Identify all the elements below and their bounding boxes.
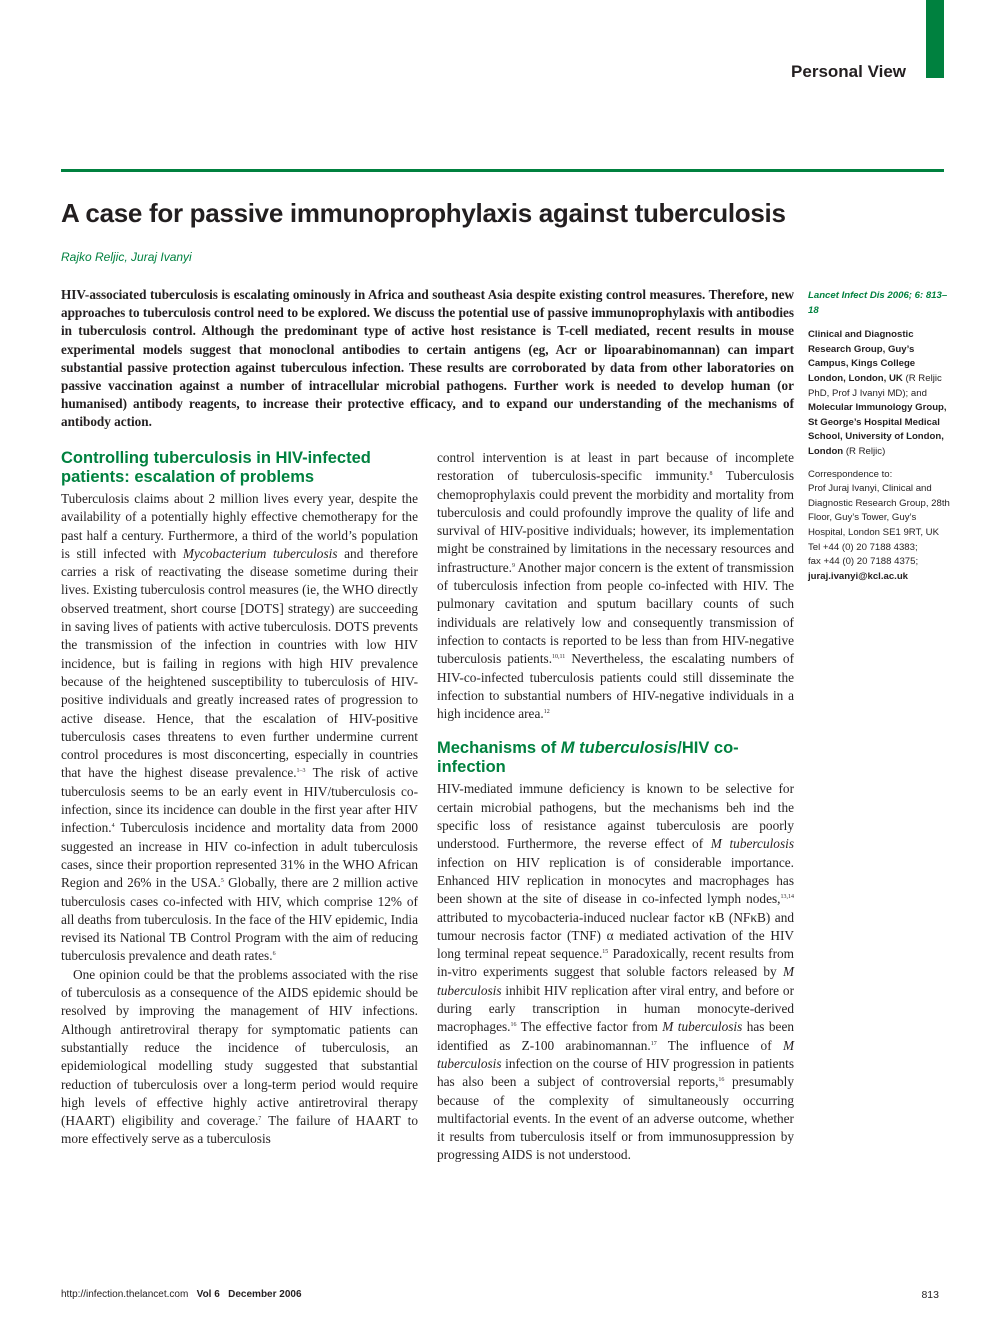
correspondence-label: Correspondence to: xyxy=(808,468,893,480)
body-paragraph: control intervention is at least in part because of incomplete restoration of tuberculosis-specific immunity.$^8$ Tuberculosis chemoprophylaxis could prevent the morbidity and mortality from tuberculosis and could profoundly improve the quality of life and survival of HIV-positive individuals; however, its implementation might be constrained by limitations in the necessary resources and infrastructure.$^9$ Another major concern is the extent of transmission of tuberculosis infection from people co-infected with HIV. The pulmonary cavitation and sputum bacillary counts of such individuals are relatively low and consequently transmission of infection to contacts is reported to be less than from HIV-negative tuberculosis patients.$^{10,11}$ Nevertheless, the escalating numbers of HIV-co-infected tuberculosis patients could still disseminate the infection to substantial numbers of HIV-negative individuals in a high incidence area.$^{12}$ xyxy=(437,450,794,722)
title-rule xyxy=(61,169,944,172)
author-affiliations: Clinical and Diagnostic Research Group, Guy’s Campus, Kings College London, London, UK (R Reljic PhD, Prof J Ivanyi MD); and Molecular Immunology Group, St George’s Hospital Medical School, University of London, London (R Reljic) xyxy=(808,329,947,457)
footer-date: December 2006 xyxy=(228,1289,302,1300)
article-sidebar xyxy=(808,289,953,584)
body-column-left xyxy=(61,449,418,1149)
journal-citation: Lancet Infect Dis 2006; 6: 813–18 xyxy=(808,290,948,316)
correspondence-email[interactable]: juraj.ivanyi@kcl.ac.uk xyxy=(808,570,909,582)
citation-ref[interactable]: 5 xyxy=(220,878,224,885)
correspondence-tel: Tel +44 (0) 20 7188 4383; xyxy=(808,541,918,553)
journal-url[interactable]: http://infection.thelancet.com xyxy=(61,1289,189,1300)
correspondence-block xyxy=(808,468,953,585)
section-label: Personal View xyxy=(791,62,906,81)
page-footer xyxy=(61,1289,302,1300)
article-title: A case for passive immunoprophylaxis against tuberculosis xyxy=(61,198,786,228)
body-paragraph: One opinion could be that the problems associated with the rise of tuberculosis as a consequence of the AIDS epidemic should be resolved by improving the management of HIV infections. Although antiretroviral therapy for symptomatic patients can substantially reduce the incidence of tuberculosis, an epidemiological modelling study suggested that substantial reduction of tuberculosis over a long-term period would require high levels of effective highly active antiretroviral therapy (HAART) eligibility and coverage.$^7$ The failure of HAART to more effectively serve as a tuberculosis xyxy=(61,966,418,1147)
correspondence-fax: fax +44 (0) 20 7188 4375; xyxy=(808,556,919,568)
citation-ref[interactable]: 8 xyxy=(709,471,713,478)
citation-ref[interactable]: 12 xyxy=(543,709,550,716)
citation-ref[interactable]: 1–3 xyxy=(296,768,306,775)
citation-ref[interactable]: 7 xyxy=(258,1116,262,1123)
citation-ref[interactable]: 6 xyxy=(272,951,276,958)
section-heading: Controlling tuberculosis in HIV-infected patients: escalation of problems xyxy=(61,449,371,486)
citation-ref[interactable]: 10,11 xyxy=(552,654,566,661)
section-heading: Mechanisms of M tuberculosis/HIV co-infection xyxy=(437,739,739,777)
section-color-tab xyxy=(926,0,944,78)
citation-ref[interactable]: 16 xyxy=(510,1022,517,1029)
citation-ref[interactable]: 16 xyxy=(718,1077,725,1084)
author-list: Rajko Reljic, Juraj Ivanyi xyxy=(61,250,192,264)
body-column-right xyxy=(437,449,794,1165)
footer-volume: Vol 6 xyxy=(196,1289,220,1300)
body-paragraph: HIV-mediated immune deficiency is known to be selective for certain microbial pathogens, but the mechanisms beh ind the specific loss of resistance against tuberculosis are poorly understood. Furthermore, the reverse effect of M tuberculosis infection on HIV replication is of considerable importance. Enhanced HIV replication in monocytes and macrophages has been shown at the site of disease in co-infected lymph nodes,$^{13,14}$ attributed to mycobacteria-induced nuclear factor κB (NFκB) and tumour necrosis factor (TNF) α mediated activation of the HIV long terminal repeat sequence.$^{15}$ Paradoxically, recent results from in-vitro experiments suggest that soluble factors released by M tuberculosis inhibit HIV replication after viral entry, and before or during early transcription in human monocyte-derived macrophages.$^{16}$ The effective factor from M tuberculosis has been identified as Z-100 arabinomannan.$^{17}$ The influence of M tuberculosis infection on the course of HIV progression in patients has also been a subject of controversial reports,$^{16}$ presumably because of the complexity of simultaneously occurring multifactorial events. In the event of an adverse outcome, whether it results from tuberculosis itself or from immunosuppression by progressing AIDS is not understood. xyxy=(437,781,795,1163)
citation-ref[interactable]: 15 xyxy=(602,949,609,956)
citation-ref[interactable]: 17 xyxy=(650,1040,657,1047)
citation-ref[interactable]: 13,14 xyxy=(780,894,794,901)
citation-ref[interactable]: 9 xyxy=(511,562,515,569)
abstract: HIV-associated tuberculosis is escalating ominously in Africa and southeast Asia despite existing control measures. Therefore, new approaches to tuberculosis control need to be explored. We discuss the potential use of passive immunoprophylaxis with antibodies in tuberculosis control. Although the predominant type of active host resistance is T-cell mediated, recent results in mouse experimental models suggest that monoclonal antibodies to certain antigens (eg, Acr or lipoarabinomannan) can impart substantial passive protection against tuberculous infection. These results are corroborated by data from other laboratories on passive vaccination against a number of intracellular microbial pathogens. Further work is needed to develop human (or humanised) antibody reagents, to increase their protective efficacy, and to expand our understanding of the mechanisms of antibody action. xyxy=(61,287,794,430)
correspondence-address: Prof Juraj Ivanyi, Clinical and Diagnostic Research Group, 28th Floor, Guy’s Tower, Guy’s Hospital, London SE1 9RT, UK xyxy=(808,483,950,538)
body-paragraph: Tuberculosis claims about 2 million lives every year, despite the availability of a potentially highly effective chemotherapy for the past half a century. Furthermore, a third of the world’s population is still infected with Mycobacterium tuberculosis and therefore carries a risk of reactivating the disease sometime during their lives. Existing tuberculosis control measures (ie, the WHO directly observed treatment, short course [DOTS] strategy) are succeeding in saving lives of patients with active tuberculosis. DOTS prevents the transmission of the infection in countries with low HIV incidence, but is failing in regions with high HIV prevalence because of the heightened susceptibility to tuberculosis of HIV-positive individuals and greatly increased rates of progression to active disease. Hence, that the escalation of HIV-positive tuberculosis cases threatens to even further undermine current control procedures is most disconcerting, especially in countries that have the highest disease prevalence.$^{1-3}$ The risk of active tuberculosis seems to be an early event in HIV/tuberculosis co-infection, since its incidence can double in the first year after HIV infection.$^4$ Tuberculosis incidence and mortality data from 2000 suggested an increase in HIV co-infection in adult tuberculosis cases, since their proportion represented 31% in the WHO African Region and 26% in the USA.$^5$ Globally, there are 2 million active tuberculosis cases co-infected with HIV, which comprise 12% of all deaths from tuberculosis. In the face of the HIV epidemic, India revised its National TB Control Program with the aim of reducing tuberculosis prevalence and death rates.$^6$ xyxy=(61,491,418,964)
citation-ref[interactable]: 4 xyxy=(111,823,115,830)
page-number: 813 xyxy=(921,1289,939,1301)
